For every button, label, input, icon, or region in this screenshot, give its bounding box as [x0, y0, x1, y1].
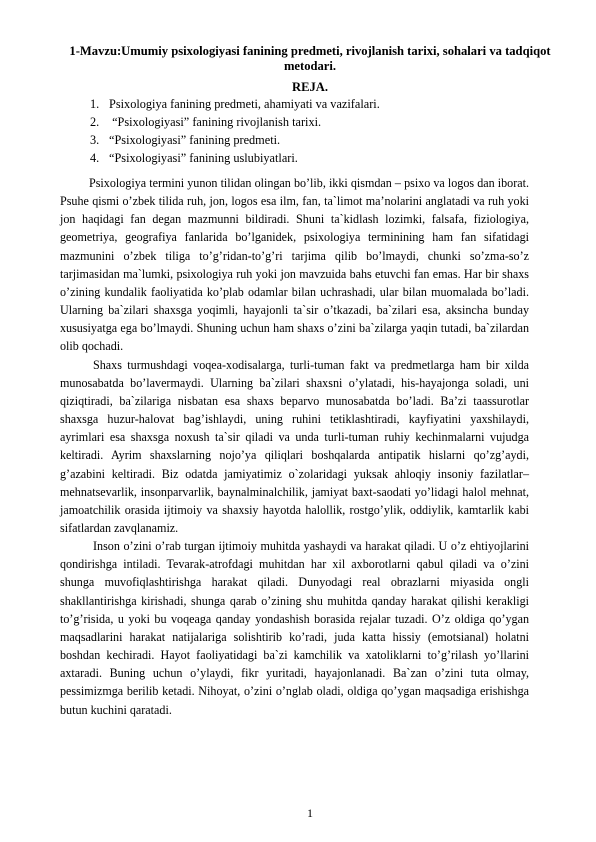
plan-item — [90, 95, 380, 113]
plan-item-number: 2. — [90, 115, 100, 130]
plan-item-number: 4. — [90, 151, 100, 166]
plan-item-text: “Psixologiyasi” fanining predmeti. — [109, 133, 281, 148]
plan-item — [90, 131, 380, 149]
plan-item — [90, 113, 380, 131]
plan-item-text: “Psixologiyasi” fanining rivojlanish tarixi. — [109, 115, 322, 130]
plan-item-text: “Psixologiyasi” fanining uslubiyatlari. — [109, 151, 298, 166]
body-paragraph: Psixologiya termini yunon tilidan olingan bo’lib, ikki qismdan – psixo va logos dan iborat. Psuhe qismi o’zbek tilida ruh, jon, logos esa ilm, fan, ta`limot ma’nolarini anglatadi va ruh yoki jon haqidagi fan degan mazmunni bildiradi. Shuni ta`kidlash lozimki, falsafa, fiziologiya, geometriya, geografiya fanlarida bo’lganidek, psixologiya terminining ham fan sifatidagi mazmunini o’zbek tiliga to’g’ridan-to’g’ri tarjima qilib bo’lmaydi, chunki so’zma-so’z tarjimasidan ma`lumki, psixologiya ruh yoki jon mavzuida bahs etuvchi fan emas. Har bir shaxs o’zining kundalik faoliyatida ko’plab odamlar bilan uchrashadi, ular bilan muomalada bo’ladi. Ularning ba`zilari shaxsga yoqimli, hayajonli ta`sir o’tkazadi, ba`zilari esa, aksincha bunday xususiyatga ega bo’lmaydi. Shuning uchun ham shaxs o’zini ba`zilarga yaqin tutadi, ba`zilardan olib qochadi. — [60, 176, 529, 354]
document-body — [60, 174, 529, 719]
body-paragraph: Inson o’zini o’rab turgan ijtimoiy muhitda yashaydi va harakat qiladi. U o’z ehtiyojlarini qondirishga intiladi. Tevarak-atrofdagi muhitdan har xil axborotlarni qabul qiladi va o’zini shunga muvofiqlashtirishga harakat qiladi. Dunyodagi real obrazlarni miyasida ongli shakllantirishga kirishadi, shunga qarab o’zining shu muhitda qanday harakat qilishi kerakligi to’g’risida, u yoki bu voqeaga qanday yondashish borasida rejalar tuzadi. O’z oldiga qo’ygan maqsadlarini harakat natijalariga solishtirib ko’radi, juda katta hissiy (emotsianal) holatni boshdan kechiradi. Hayot faoliyatidagi ba`zi kamchilik va xatoliklarni to’g’rilash yo’llarini axtaradi. Buning uchun o’ylaydi, fikr yuritadi, hayajonlanadi. Ba`zan o’zini tuta olmay, pessimizmga berilib ketadi. Nihoyat, o’zini o’nglab oladi, oldiga qo’ygan maqsadiga erishishga butun kuchini qaratadi. — [60, 539, 529, 717]
plan-item-text: Psixologiya fanining predmeti, ahamiyati va vazifalari. — [109, 97, 380, 111]
plan-heading: REJA. — [291, 80, 329, 94]
plan-list — [90, 95, 380, 167]
page-number: 1 — [307, 806, 313, 820]
plan-item — [90, 149, 380, 167]
document-title: 1-Mavzu:Umumiy psixologiyasi fanining predmeti, rivojlanish tarixi, sohalari va tadqiqot metodari. — [69, 44, 551, 73]
body-paragraph: Shaxs turmushdagi voqea-xodisalarga, turli-tuman fakt va predmetlarga ham bir xilda munosabatda bo’lavermaydi. Ularning ba`zilari shaxsni o’ylatadi, his-hayajonga soladi, uni qiziqtiradi, ba`zilariga nisbatan esa shaxs beparvo munosabatda bo’ladi. Ba’zi taassurotlar shaxsga huzur-halovat bag’ishlaydi, uning ruhini tetiklashtiradi, kayfiyatini yaxshilaydi, ayrimlari esa shaxsga noxush ta`sir qiladi va unda turli-tuman ruhiy kechinmalarni vujudga keltiradi. Ayrim shaxslarning nojo’ya qiliqlari boshqalarda antipatik hislarni qo’zg’aydi, g’azabini keltiradi. Biz odatda jamiyatimiz o`zolaridagi yuksak ahloqiy insoniy fazilatlar–mehnatsevarlik, insonparvarlik, baynalminalchilik, jamiyat baxt-saodati yo’lidagi halol mehnat, jamoatchilik orasida ijtimoiy va shaxsiy hayotda halollik, rostgo’ylik, oddiylik, kamtarlik kabi sifatlardan zavqlanamiz. — [60, 357, 529, 535]
plan-item-number: 3. — [90, 133, 100, 148]
plan-item-number: 1. — [90, 97, 100, 111]
